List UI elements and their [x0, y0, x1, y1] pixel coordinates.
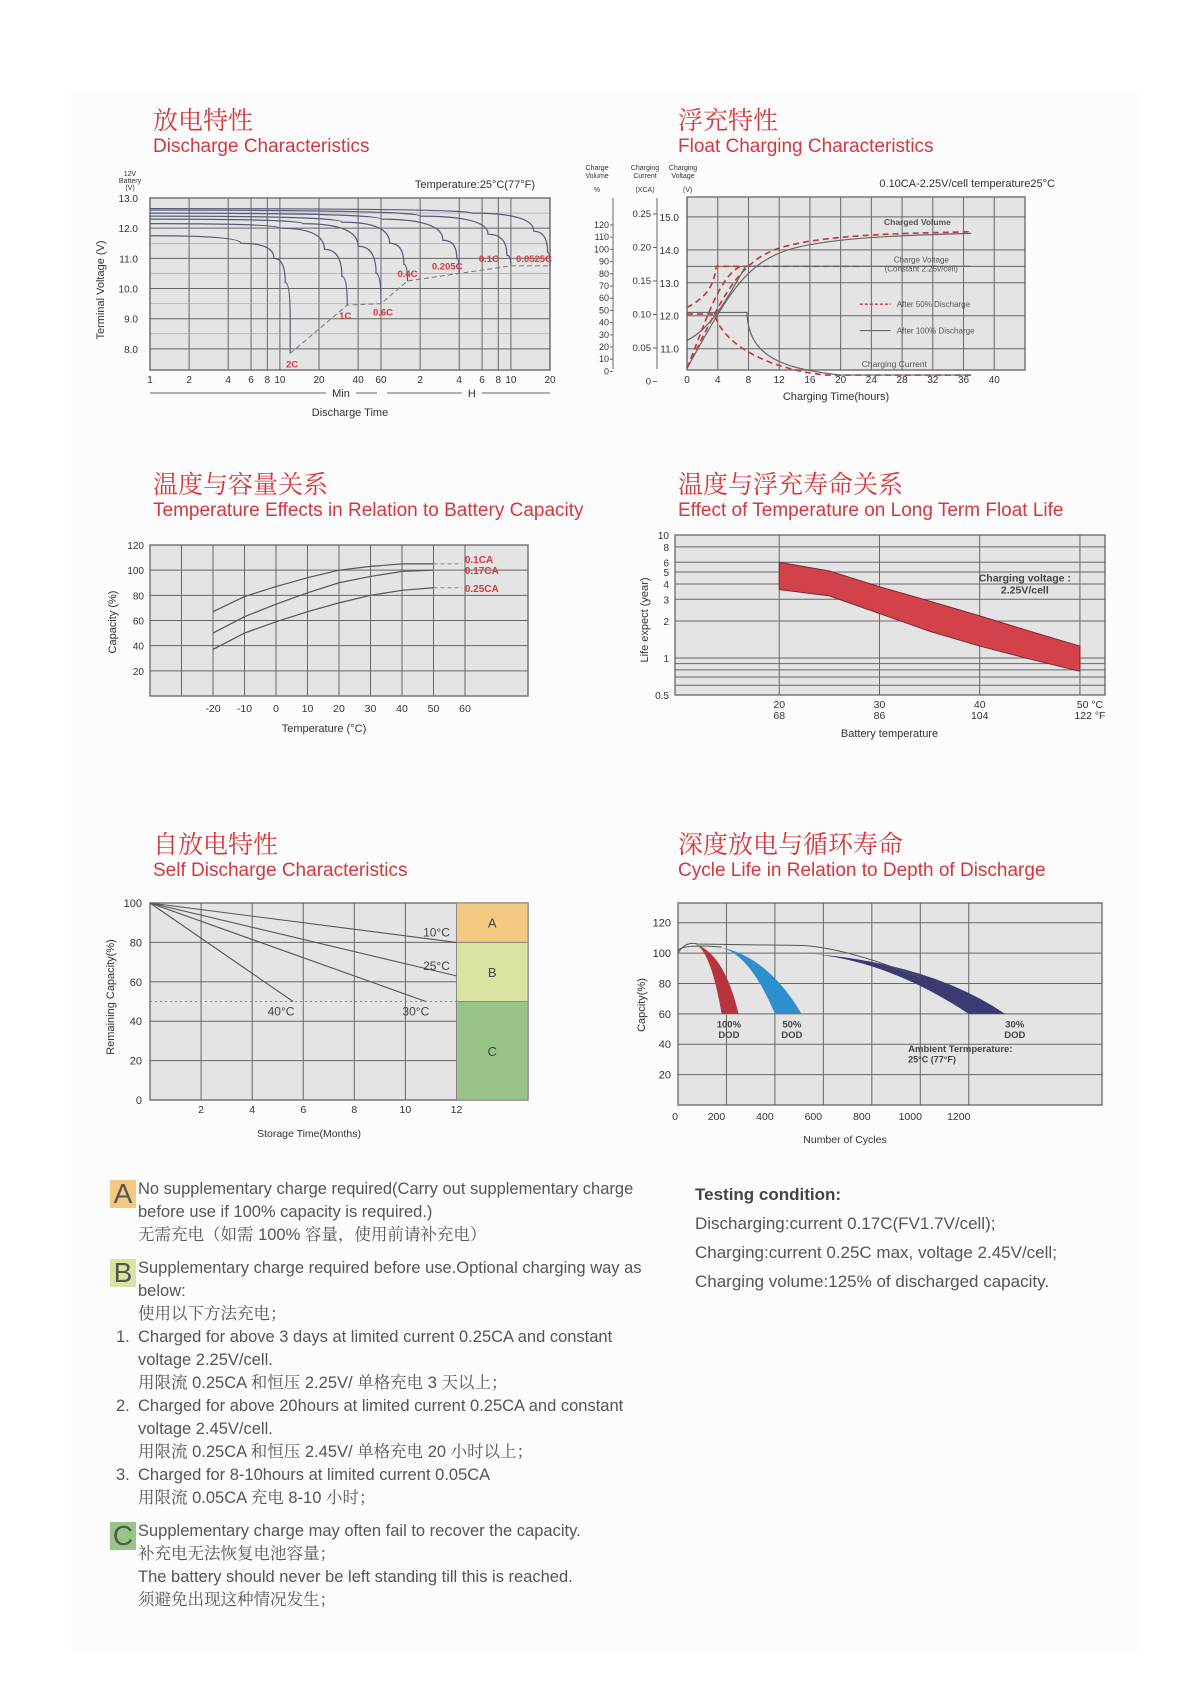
y-unit-label: Battery: [118, 178, 142, 185]
y-tick: 1: [663, 653, 669, 665]
y-tick: 70: [598, 281, 609, 291]
y-tick: 80: [658, 978, 671, 991]
y-tick: 0: [645, 376, 651, 388]
axis-title: Charging: [668, 165, 698, 172]
x-tick: 10: [301, 703, 314, 715]
title-en: Cycle Life in Relation to Depth of Discharge: [678, 860, 1046, 881]
x-tick: 20: [313, 375, 325, 386]
x-tick: 0: [684, 375, 690, 386]
method-item: [116, 1326, 650, 1395]
badge-c: C: [110, 1522, 136, 1550]
axis-title: Volume: [585, 173, 609, 180]
x-tick: 10: [505, 375, 517, 386]
y-tick: 10.0: [118, 284, 138, 296]
series-label: 0.25CA: [464, 583, 499, 595]
note-a: [110, 1178, 650, 1247]
y-tick: 80: [132, 591, 144, 603]
y-tick: 9.0: [124, 314, 138, 326]
note-text-cn: 须避免出现这种情况发生；: [138, 1591, 336, 1609]
x-tick: 60: [375, 375, 387, 386]
annotation: Charged Volume: [883, 217, 951, 228]
x-tick: 12: [773, 375, 785, 386]
y-tick: 15.0: [659, 212, 679, 224]
note-text: Supplementary charge may often fail to recover the capacity.: [138, 1522, 581, 1540]
data-label: 2C: [286, 359, 299, 371]
discharge-chart: [90, 170, 590, 450]
self-discharge-chart: [100, 895, 590, 1170]
annotation: (Constant 2.25v/cell): [884, 264, 958, 274]
testing-condition: [695, 1180, 1057, 1296]
data-label: 0.0525C: [516, 253, 552, 265]
y-tick: 100: [652, 948, 671, 961]
x-tick: 8: [745, 375, 752, 386]
y-tick: 0: [135, 1095, 142, 1107]
y-tick: 40: [598, 317, 609, 328]
x-tick: 20: [544, 375, 556, 386]
x-tick: 8: [495, 375, 502, 386]
y-tick: 0.20: [632, 242, 651, 254]
x-tick: 0: [672, 1111, 678, 1123]
y-tick: 40: [658, 1039, 671, 1052]
cycle-title: [678, 830, 1046, 882]
x-tick: 4: [249, 1104, 256, 1116]
y-tick: 20: [132, 666, 144, 678]
x-tick-f: 86: [873, 710, 886, 722]
y-tick: 0.5: [655, 691, 669, 702]
x-tick-c: 50 °C: [1076, 699, 1104, 711]
data-label: 0.4C: [397, 268, 418, 280]
y-tick: 4: [663, 579, 669, 591]
title-en: Float Charging Characteristics: [678, 136, 934, 157]
y-tick: 14.0: [659, 245, 679, 257]
testing-line: Discharging:current 0.17C(FV1.7V/cell);: [695, 1214, 996, 1233]
x-tick: 600: [804, 1111, 823, 1123]
badge-b: B: [110, 1259, 136, 1287]
y-tick: 120: [652, 917, 671, 930]
x-tick: 1200: [947, 1111, 971, 1123]
y-tick: 11.0: [660, 344, 679, 356]
y-tick: 40: [132, 641, 144, 653]
axis-title: (XCA): [635, 187, 655, 194]
y-tick: 12.0: [118, 224, 138, 236]
x-tick-f: 122 °F: [1074, 710, 1106, 722]
chart-title: Temperature:25°C(77°F): [414, 179, 535, 191]
float-title: [678, 106, 934, 158]
y-tick: 60: [658, 1008, 671, 1021]
title-cn: 浮充特性: [678, 106, 779, 135]
method-item: [116, 1464, 650, 1510]
note-text: Supplementary charge required before use.Optional charging way as below:: [138, 1259, 642, 1300]
cycle-life-chart: [625, 895, 1115, 1170]
title-en: Effect of Temperature on Long Term Float Life: [678, 500, 1064, 521]
title-en: Temperature Effects in Relation to Battery Capacity: [153, 500, 584, 521]
temp-cap-title: [153, 470, 584, 522]
x-tick: 40: [396, 703, 408, 715]
item-num: 3.: [116, 1466, 130, 1484]
dod-label: 30%: [1005, 1019, 1025, 1031]
y-tick: 10: [598, 354, 609, 365]
annotation: Ambient Termperature:: [908, 1043, 1013, 1055]
y-tick: 60: [132, 616, 144, 628]
x-axis-label: Battery temperature: [840, 728, 939, 740]
y-unit-label: (V): [125, 185, 135, 192]
y-tick: 120: [593, 220, 609, 230]
data-label: 1C: [339, 311, 352, 323]
axis-title: Current: [633, 173, 657, 180]
x-tick: 8: [264, 375, 271, 386]
y-tick: 20: [658, 1069, 671, 1082]
badge-a: A: [110, 1180, 136, 1208]
x-tick: 1000: [898, 1111, 922, 1123]
title-cn: 温度与浮充寿命关系: [678, 470, 904, 499]
x-axis-label: Charging Time(hours): [782, 391, 890, 403]
item-num: 1.: [116, 1328, 130, 1346]
item-cn: 用限流 0.05CA 充电 8-10 小时；: [138, 1489, 376, 1507]
x-tick: 200: [707, 1111, 726, 1123]
y-tick: 40: [129, 1016, 142, 1029]
y-tick: 100: [593, 244, 609, 255]
x-tick: 6: [300, 1104, 307, 1116]
title-cn: 放电特性: [153, 106, 254, 135]
x-tick-f: 68: [773, 710, 786, 722]
x-tick: 24: [865, 375, 877, 386]
x-tick-f: 104: [970, 710, 989, 722]
x-tick: 6: [479, 375, 485, 386]
item-en: Charged for above 20hours at limited current 0.25CA and constant voltage 2.45V/cell.: [138, 1397, 624, 1438]
y-tick: 120: [127, 541, 144, 552]
item-en: Charged for above 3 days at limited current 0.25CA and constant voltage 2.25V/cell.: [138, 1328, 613, 1369]
legend-label: After 50% Discharge: [896, 300, 971, 310]
axis-title: (V): [683, 187, 693, 194]
note-text: The battery should never be left standing till this is reached.: [138, 1568, 573, 1586]
zone-label: C: [487, 1043, 497, 1059]
method-item: [116, 1395, 650, 1464]
y-axis-label: Remaining Capacity(%): [105, 939, 117, 1055]
y-tick: 20: [598, 342, 609, 352]
x-tick: 6: [248, 375, 254, 386]
plot-area: [687, 197, 1025, 370]
x-tick: 32: [927, 375, 939, 386]
x-tick: 800: [853, 1111, 871, 1123]
annotation: Charge Voltage: [893, 255, 949, 265]
y-tick: 0: [603, 366, 609, 377]
data-label: 0.6C: [372, 307, 394, 319]
data-label: 0.205C: [431, 261, 463, 273]
y-axis-label: Terminal Voltage (V): [95, 240, 107, 340]
x-tick: 28: [896, 375, 908, 386]
x-axis-label: Storage Time(Months): [257, 1128, 361, 1140]
y-tick: 2: [663, 616, 669, 628]
x-tick: 2: [186, 375, 192, 386]
y-tick: 80: [598, 268, 609, 279]
x-tick: 30: [364, 703, 377, 715]
y-tick: 6: [663, 558, 669, 570]
x-tick: 4: [714, 375, 721, 386]
y-tick: 0.25: [632, 209, 651, 220]
x-unit-hour: H: [467, 388, 476, 400]
testing-line: Charging:current 0.25C max, voltage 2.45V/cell;: [695, 1243, 1057, 1262]
chart-title: 0.10CA-2.25V/cell temperature25°C: [879, 178, 1055, 190]
x-tick: 40: [352, 375, 364, 386]
title-en: Self Discharge Characteristics: [153, 860, 408, 881]
series-label: 25°C: [423, 958, 450, 973]
float-chart: [585, 165, 1105, 440]
x-unit-min: Min: [332, 388, 350, 400]
dod-label: DOD: [718, 1030, 740, 1042]
x-tick: 12: [450, 1104, 463, 1116]
annotation: Charging voltage :: [978, 572, 1071, 585]
series-label: 0.17CA: [464, 566, 499, 578]
x-tick: 2: [198, 1104, 205, 1116]
annotation: 25°C (77°F): [908, 1054, 956, 1065]
x-tick-c: 30: [873, 699, 886, 711]
y-tick: 8: [663, 542, 669, 554]
x-tick: 2: [417, 375, 423, 386]
dod-label: DOD: [1004, 1030, 1026, 1042]
y-tick: 0.10: [632, 309, 651, 321]
temp-capacity-chart: [100, 540, 590, 800]
y-tick: 60: [129, 976, 142, 989]
y-tick: 10: [657, 531, 669, 542]
y-tick: 12.0: [659, 311, 679, 323]
x-tick: -10: [236, 703, 253, 715]
series-label: 30°C: [402, 1004, 430, 1019]
note-text: No supplementary charge required(Carry out supplementary charge before use if 100% capacity is required.): [138, 1180, 634, 1221]
testing-line: Charging volume:125% of discharged capacity.: [695, 1272, 1050, 1291]
note-text-cn: 使用以下方法充电；: [138, 1305, 287, 1323]
y-unit-label: 12V: [123, 171, 137, 178]
y-axis-label: Capacity (%): [107, 590, 119, 654]
testing-heading: Testing condition:: [695, 1185, 842, 1204]
title-cn: 深度放电与循环寿命: [678, 830, 904, 859]
y-tick: 3: [663, 595, 669, 607]
x-tick: 50: [427, 703, 440, 715]
annotation: 2.25V/cell: [1000, 584, 1049, 597]
x-tick: 40: [988, 375, 1000, 386]
y-tick: 100: [123, 898, 142, 910]
x-axis-label: Temperature (°C): [281, 723, 367, 735]
item-en: Charged for 8-10hours at limited current 0.05CA: [138, 1466, 491, 1484]
annotation: Charging Current: [861, 358, 928, 369]
series-label: 10°C: [423, 925, 450, 940]
y-axis-label: Capcity(%): [636, 978, 648, 1032]
x-tick: 20: [333, 703, 345, 715]
dod-label: DOD: [781, 1030, 803, 1042]
y-tick: 8.0: [124, 344, 138, 356]
x-tick: 10: [274, 375, 286, 386]
y-tick: 50: [598, 305, 609, 316]
data-label: 0.1C: [478, 253, 499, 265]
x-tick: 4: [456, 375, 462, 386]
y-tick: 20: [129, 1055, 142, 1068]
dod-label: 50%: [782, 1019, 802, 1031]
zone-label: B: [487, 964, 497, 980]
x-tick: 16: [804, 375, 816, 386]
discharge-title: [153, 106, 369, 158]
y-tick: 100: [127, 566, 144, 578]
legend-label: After 100% Discharge: [896, 326, 975, 336]
x-tick-c: 20: [773, 699, 786, 711]
note-c: [110, 1520, 650, 1612]
x-tick: 36: [957, 375, 970, 386]
y-tick: 30: [598, 329, 609, 340]
y-tick: 110: [594, 232, 609, 243]
y-tick: 0.05: [632, 343, 651, 354]
x-tick: 10: [399, 1104, 412, 1116]
x-tick: 8: [351, 1104, 358, 1116]
title-cn: 自放电特性: [153, 830, 279, 859]
series-label: 0.1CA: [464, 554, 494, 566]
self-title: [153, 830, 407, 882]
x-tick: 0: [273, 703, 279, 715]
x-tick: -20: [205, 703, 221, 715]
note-text-cn: 补充电无法恢复电池容量；: [138, 1545, 336, 1563]
item-cn: 用限流 0.25CA 和恒压 2.45V/ 单格充电 20 小时以上；: [138, 1443, 534, 1461]
temp-life-chart: [639, 531, 1110, 810]
x-tick: 60: [459, 703, 471, 715]
y-tick: 90: [598, 256, 609, 267]
temp-life-title: [678, 470, 1064, 522]
x-tick: 1: [147, 375, 153, 386]
x-axis-label: Discharge Time: [311, 407, 389, 419]
axis-title: Charge: [585, 165, 609, 172]
y-tick: 0.15: [632, 276, 651, 287]
zone-label: A: [487, 915, 497, 931]
notes: [110, 1178, 650, 1622]
item-cn: 用限流 0.25CA 和恒压 2.25V/ 单格充电 3 天以上；: [138, 1374, 508, 1392]
note-text-cn: 无需充电（如需 100% 容量，使用前请补充电）: [138, 1226, 487, 1244]
x-tick-c: 40: [973, 699, 986, 711]
y-axis-label: Life expect (year): [639, 577, 651, 663]
x-tick: 4: [225, 375, 231, 386]
y-tick: 5: [663, 568, 669, 580]
item-num: 2.: [116, 1397, 130, 1415]
axis-title: Charging: [630, 165, 660, 172]
x-tick: 20: [835, 375, 847, 386]
note-b: [110, 1257, 650, 1510]
y-tick: 13.0: [659, 278, 679, 290]
title-cn: 温度与容量关系: [153, 470, 329, 499]
axis-title: Voltage: [671, 173, 695, 180]
x-tick: 400: [756, 1111, 774, 1123]
y-tick: 80: [129, 937, 142, 950]
series-label: 40°C: [267, 1004, 295, 1019]
axis-title: %: [593, 187, 601, 194]
y-tick: 13.0: [118, 194, 138, 205]
dod-label: 100%: [716, 1019, 742, 1031]
title-en: Discharge Characteristics: [153, 136, 370, 157]
y-tick: 11.0: [119, 254, 138, 266]
y-tick: 60: [598, 293, 609, 304]
x-axis-label: Number of Cycles: [803, 1134, 887, 1146]
